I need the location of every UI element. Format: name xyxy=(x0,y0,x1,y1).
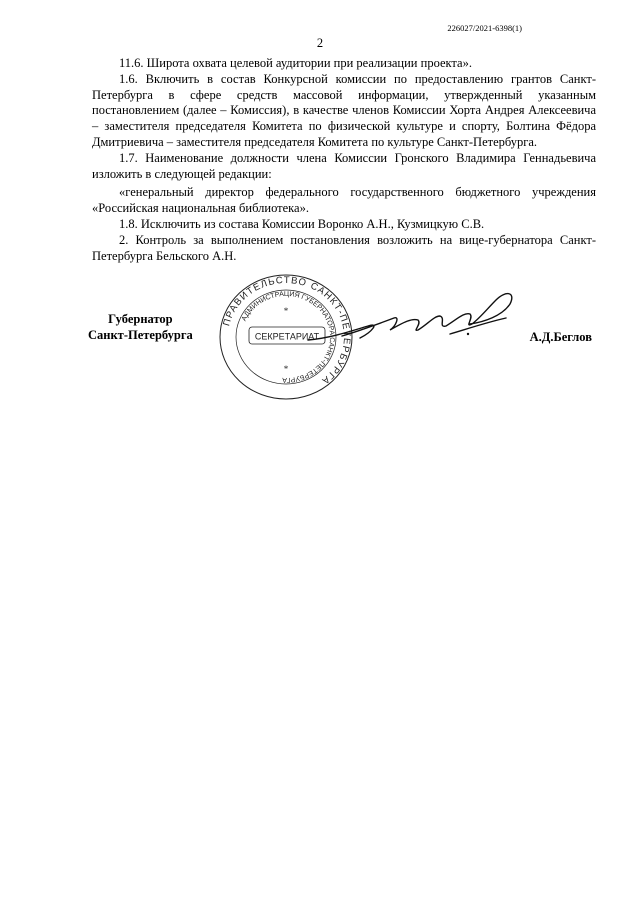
signatory-position-line1: Губернатор xyxy=(108,312,173,326)
paragraph-1-7: 1.7. Наименование должности члена Комиссии Гронского Владимира Геннадьевича изложить в следующей редакции: xyxy=(92,150,596,181)
document-number: 226027/2021-6398(1) xyxy=(447,23,522,33)
stamp-star-icon: * xyxy=(283,364,289,374)
document-body xyxy=(92,56,596,264)
paragraph-1-8: 1.8. Исключить из состава Комиссии Воронко А.Н., Кузмицкую С.В. xyxy=(119,216,485,231)
stamp-outer-text: ПРАВИТЕЛЬСТВО САНКТ-ПЕТЕРБУРГА xyxy=(221,274,353,387)
paragraph-1-6: 1.6. Включить в состав Конкурсной комиссии по предоставлению грантов Санкт-Петербурга в сфере средств массовой информации, утвержденный указанным постановлением (далее – Комиссия), в качестве членов Комиссии Хорта Андрея Алексеевича – заместителя председателя Комитета по физической культуре и спорту, Болтина Фёдора Дмитриевича – заместителя председателя Комитета по культуре Санкт-Петербурга. xyxy=(92,71,596,149)
stamp-inner-text: АДМИНИСТРАЦИЯ ГУБЕРНАТОРА САНКТ-ПЕТЕРБУРГА xyxy=(240,290,336,384)
paragraph-11-6: 11.6. Широта охвата целевой аудитории при реализации проекта». xyxy=(119,56,472,70)
handwritten-signature xyxy=(300,282,530,372)
stamp-center-text: СЕКРЕТАРИАТ xyxy=(254,331,320,342)
paragraph-quote: «генеральный директор федерального государственного бюджетного учреждения «Российская национальная библиотека». xyxy=(92,185,596,216)
signatory-name: А.Д.Беглов xyxy=(529,330,592,344)
signatory-position-line2: Санкт-Петербурга xyxy=(88,328,193,342)
signatory-position xyxy=(88,311,193,343)
page-number: 2 xyxy=(316,36,324,50)
stamp-star-icon: * xyxy=(283,306,289,316)
paragraph-2: 2. Контроль за выполнением постановления возложить на вице-губернатора Санкт-Петербурга Бельского А.Н. xyxy=(92,232,596,263)
